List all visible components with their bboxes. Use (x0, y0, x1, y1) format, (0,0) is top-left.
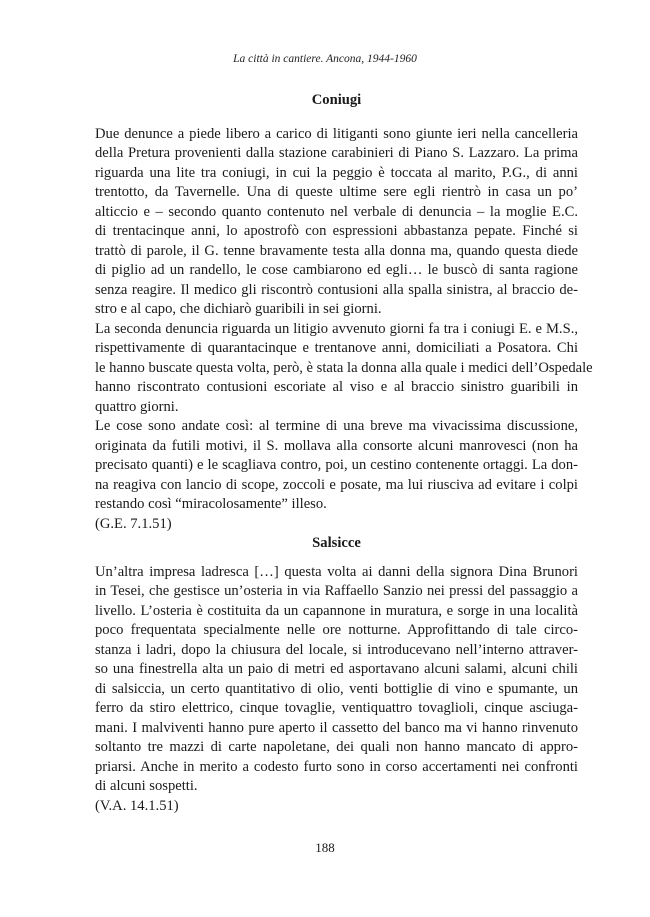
text-line: soltanto tre mazzi di carte napoletane, dei quali non hanno mancato di appro- (95, 739, 578, 755)
text-line: riguarda una lite tra coniugi, in cui la peggio è toccata al marito, P.G., di anni (95, 164, 578, 181)
page-body (95, 91, 593, 816)
text-line: na reagiva con lancio di scope, zoccoli e posate, ma lui riusciva ad evitare i colpi (95, 476, 578, 493)
source-citation: (G.E. 7.1.51) (95, 515, 172, 532)
text-line: di piglio ad un randello, le cose cambiarono ed egli… le buscò di santa ragione (95, 262, 578, 278)
text-line: precisato quanti) e le scagliava contro, poi, un cestino contenente ortaggi. La don- (95, 457, 578, 473)
running-header: La città in cantiere. Ancona, 1944-1960 (233, 53, 417, 65)
text-line: in Tesei, che gestisce un’osteria in via Raffaello Sanzio nei pressi del passaggio a (95, 583, 578, 599)
text-line: hanno riscontrato contusioni escoriate al viso e al braccio sinistro guaribili in (95, 379, 578, 395)
text-line: so una finestrella alta un paio di metri ed asportavano alcuni salami, alcuni chili (95, 661, 578, 677)
text-line: quattro giorni. (95, 398, 179, 415)
page-number: 188 (315, 840, 335, 855)
paragraph (95, 417, 578, 515)
paragraph (95, 563, 578, 797)
text-line: stro e al capo, che dichiarò guaribili in sei giorni. (95, 301, 382, 317)
text-line: le hanno buscate questa volta, però, è stata la donna alla quale i medici dell’Ospedale (95, 359, 593, 376)
source-citation: (V.A. 14.1.51) (95, 797, 179, 814)
text-line: della Pretura provenienti dalla stazione carabinieri di Piano S. Lazzaro. La prima (95, 145, 578, 161)
text-line: poco frequentata specialmente nelle ore notturne. Approfittando di tale circo- (95, 622, 578, 638)
text-line: ferro da stiro elettrico, cinque tovaglie, ventiquattro tovaglioli, cinque asciuga- (95, 700, 578, 716)
paragraph (95, 320, 593, 418)
text-line: rispettivamente di quarantacinque e trentanove anni, domiciliati a Posatora. Chi (95, 340, 578, 356)
text-line: mani. I malviventi hanno pure aperto il cassetto del banco ma vi hanno rinvenuto (95, 719, 578, 736)
section-title-salsicce: Salsicce (312, 535, 361, 551)
text-line: di alcuni sospetti. (95, 778, 198, 794)
paragraph (95, 125, 578, 320)
text-line: alticcio e – secondo quanto contenuto nel verbale di denuncia – la moglie E.C. (95, 203, 578, 220)
section-title-coniugi: Coniugi (311, 92, 362, 108)
text-line: livello. L’osteria è costituita da un capannone in muratura, e sorge in una località (95, 602, 578, 619)
text-line: senza reagire. Il medico gli riscontrò contusioni alla spalla sinistra, al braccio de- (95, 281, 578, 298)
text-line: stanza i ladri, dopo la chiusura del locale, si introducevano nell’interno attraver- (95, 641, 578, 658)
text-line: di trentacinque anni, lo apostrofò con espressioni abbastanza pepate. Finché si (95, 223, 578, 239)
text-line: La seconda denuncia riguarda un litigio avvenuto giorni fa tra i coniugi E. e M.S., (95, 320, 578, 337)
text-line: di salsiccia, un certo quantitativo di olio, venti bottiglie di vino e spumante, un (95, 680, 578, 697)
text-line: restando così “miracolosamente” illeso. (95, 496, 327, 512)
text-line: Le cose sono andate così: al termine di una breve ma vivacissima discussione, (95, 418, 578, 434)
text-line: trattò di parole, il G. tenne bravamente testa alla donna ma, quando questa diede (95, 242, 578, 259)
text-line: trentotto, da Tavernelle. Una di queste ultime sere egli rientrò in casa un po’ (95, 184, 578, 200)
text-line: priarsi. Anche in merito a codesto furto sono in corso accertamenti nei confronti (95, 758, 578, 775)
text-line: originata da futili motivi, il S. mollava alla consorte alcuni manrovesci (non ha (95, 437, 578, 454)
text-line: Un’altra impresa ladresca […] questa volta ai danni della signora Dina Brunori (95, 563, 578, 580)
text-line: Due denunce a piede libero a carico di litiganti sono giunte ieri nella cancelleria (95, 125, 578, 142)
